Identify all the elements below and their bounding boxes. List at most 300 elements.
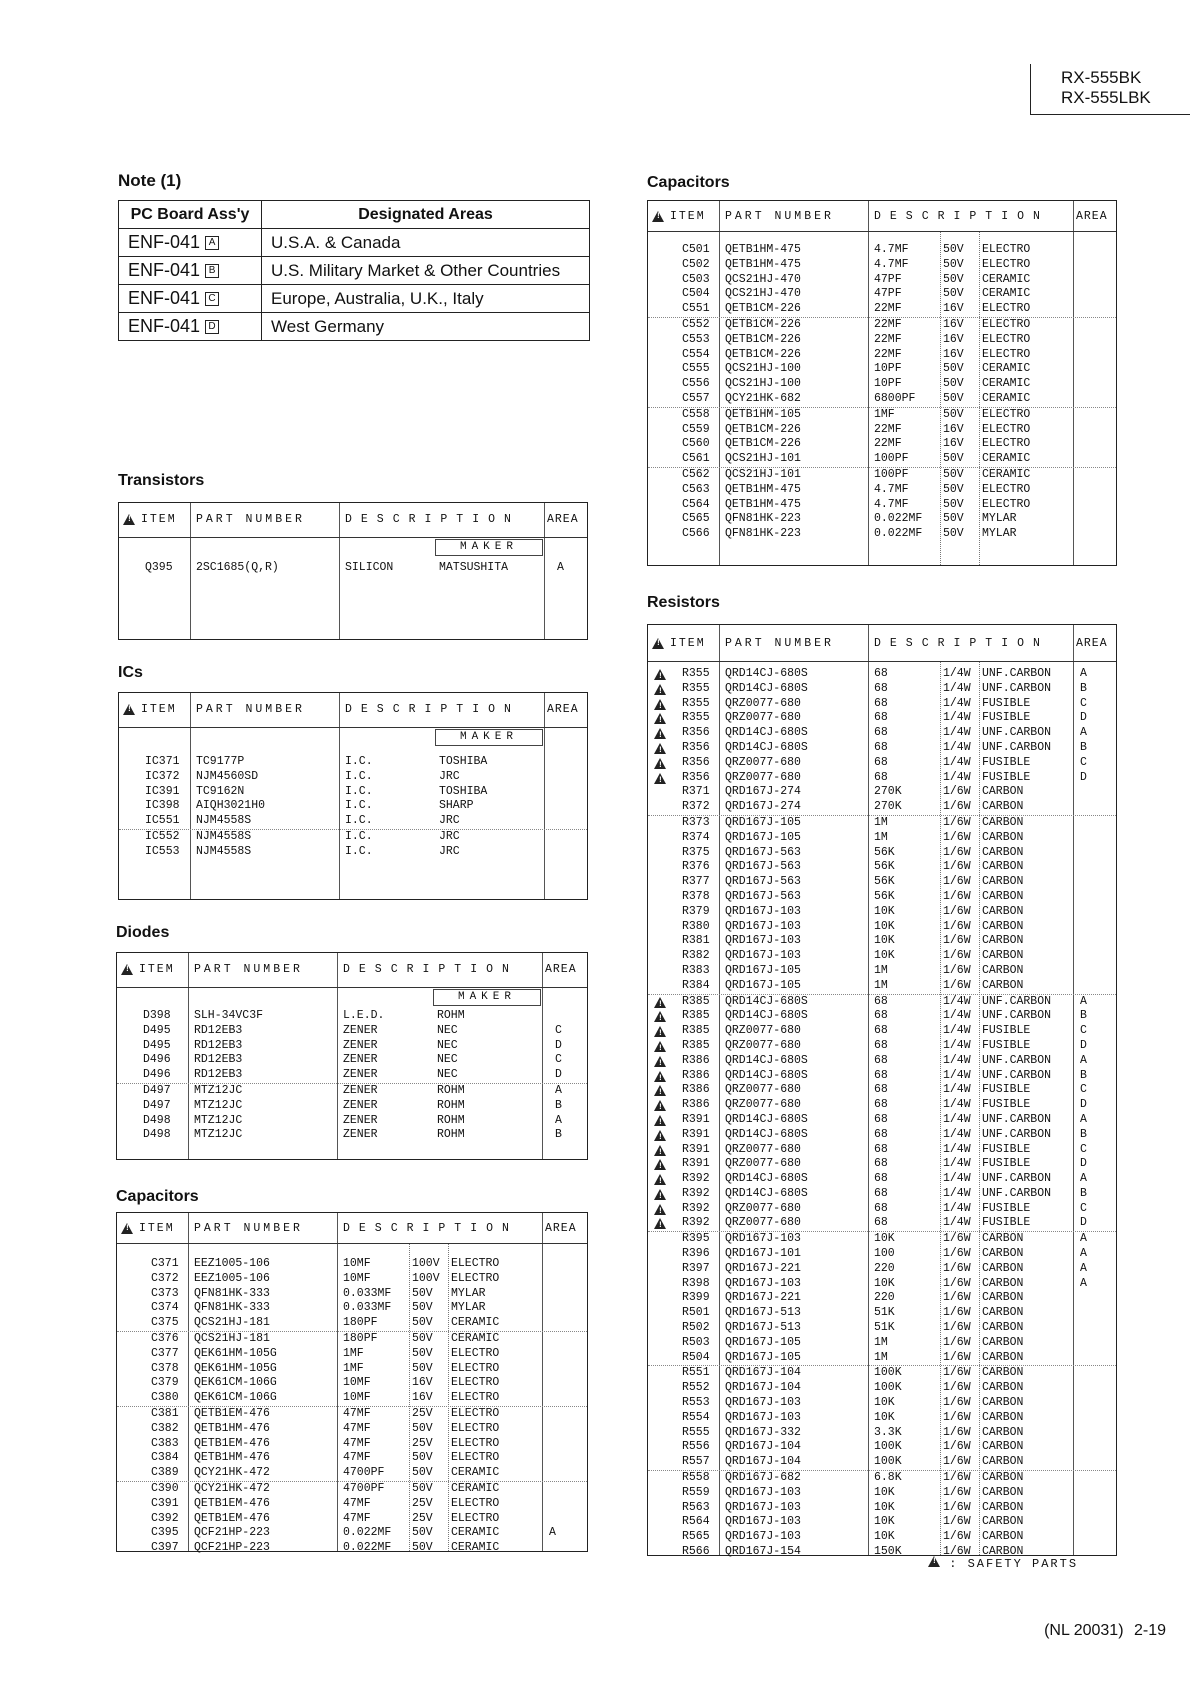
item-cell: R379: [682, 904, 710, 918]
type-cell: FUSIBLE: [982, 1201, 1031, 1215]
part-number-cell: NJM4558S: [196, 814, 252, 828]
col-maker: MAKER: [433, 989, 541, 1006]
value-cell: 4.7MF: [874, 243, 909, 256]
value-cell: 10MF: [343, 1376, 371, 1390]
safety-triangle-icon: [654, 773, 666, 784]
value-cell: 22MF: [874, 317, 902, 331]
maker-cell: ROHM: [437, 1128, 465, 1142]
value-cell: 10K: [874, 1530, 895, 1544]
col-item: ITEM: [141, 512, 177, 526]
part-number-cell: QFN81HK-223: [725, 512, 801, 526]
part-number-cell: QETB1HM-475: [725, 482, 801, 496]
rating-cell: 50V: [412, 1361, 433, 1375]
type-cell: CARBON: [982, 1291, 1024, 1305]
item-cell: R557: [682, 1455, 710, 1469]
item-cell: C551: [682, 302, 710, 316]
rating-cell: 1/6W: [943, 1366, 971, 1380]
value-cell: 68: [874, 994, 888, 1008]
note-area: U.S.A. & Canada: [262, 229, 590, 257]
rating-cell: 1/6W: [943, 889, 971, 903]
rating-cell: 1/4W: [943, 696, 971, 710]
safety-triangle-icon: [654, 758, 666, 769]
rating-cell: 1/6W: [943, 830, 971, 844]
rating-cell: 1/6W: [943, 1381, 971, 1395]
type-cell: FUSIBLE: [982, 711, 1031, 725]
header-divider: [648, 231, 1116, 232]
item-cell: D498: [143, 1113, 171, 1127]
table-row: [117, 1541, 587, 1556]
col-part-number: PART NUMBER: [725, 636, 834, 650]
part-number-cell: QRD14CJ-680S: [725, 726, 808, 740]
maker-cell: ROHM: [437, 1009, 465, 1022]
area-code-box: D: [205, 320, 219, 334]
item-cell: R385: [682, 1024, 710, 1038]
part-number-cell: QETB1CM-226: [725, 317, 801, 331]
rating-cell: 1/6W: [943, 1440, 971, 1454]
type-cell: ELECTRO: [451, 1271, 500, 1285]
value-cell: 1MF: [874, 407, 895, 421]
part-number-cell: MTZ12JC: [194, 1113, 243, 1127]
item-cell: R378: [682, 889, 710, 903]
part-number-cell: MTZ12JC: [194, 1083, 243, 1097]
type-cell: UNF.CARBON: [982, 667, 1052, 680]
value-cell: 6.8K: [874, 1471, 902, 1485]
item-cell: IC551: [145, 814, 180, 828]
value-cell: 68: [874, 740, 888, 754]
part-number-cell: QRD167J-103: [725, 919, 801, 933]
item-cell: C553: [682, 332, 710, 346]
table-row: [117, 1128, 587, 1143]
part-number-cell: NJM4558S: [196, 844, 252, 858]
type-cell: CARBON: [982, 1440, 1024, 1454]
rating-cell: 1/6W: [943, 919, 971, 933]
item-cell: D398: [143, 1009, 171, 1022]
value-cell: 47MF: [343, 1511, 371, 1525]
part-number-cell: MTZ12JC: [194, 1098, 243, 1112]
value-cell: 68: [874, 1098, 888, 1112]
item-cell: R553: [682, 1396, 710, 1410]
table-row: [648, 1202, 1116, 1217]
table-row: [648, 875, 1116, 890]
value-cell: 68: [874, 770, 888, 784]
table-row: [648, 333, 1116, 348]
part-number-cell: QETB1HM-475: [725, 497, 801, 511]
value-cell: 270K: [874, 800, 902, 814]
part-number-cell: 2SC1685(Q,R): [196, 561, 279, 574]
rating-cell: 1/4W: [943, 1098, 971, 1112]
item-cell: R398: [682, 1276, 710, 1290]
table-row: [648, 682, 1116, 697]
type-cell: CARBON: [982, 963, 1024, 977]
rating-cell: 50V: [412, 1481, 433, 1495]
part-number-cell: QRD167J-513: [725, 1306, 801, 1320]
value-cell: 220: [874, 1261, 895, 1275]
col-safety: [123, 693, 135, 725]
item-cell: C564: [682, 497, 710, 511]
table-row: [117, 1347, 587, 1362]
part-number-cell: QRD167J-563: [725, 889, 801, 903]
col-safety: [121, 953, 133, 985]
item-cell: R566: [682, 1545, 710, 1559]
part-number-cell: QRD14CJ-680S: [725, 1127, 808, 1141]
description-cell: ZENER: [343, 1083, 378, 1097]
description-cell: ZENER: [343, 1038, 378, 1052]
item-cell: R384: [682, 978, 710, 992]
table-row: [648, 1187, 1116, 1202]
item-cell: C380: [151, 1391, 179, 1405]
type-cell: UNF.CARBON: [982, 1172, 1052, 1186]
rating-cell: 1/4W: [943, 770, 971, 784]
value-cell: 22MF: [874, 302, 902, 316]
part-number-cell: QRD14CJ-680S: [725, 1186, 808, 1200]
type-cell: MYLAR: [982, 512, 1017, 526]
part-number-cell: QRD167J-103: [725, 1500, 801, 1514]
item-cell: R391: [682, 1157, 710, 1171]
description-cell: I.C.: [345, 799, 373, 813]
rating-cell: 50V: [412, 1526, 433, 1540]
rating-cell: 1/4W: [943, 1053, 971, 1067]
rating-cell: 1/6W: [943, 815, 971, 829]
col-safety: [123, 503, 135, 535]
value-cell: 10K: [874, 1276, 895, 1290]
item-cell: R385: [682, 1038, 710, 1052]
table-row: [119, 845, 587, 860]
table-row: [648, 302, 1116, 318]
rating-cell: 1/6W: [943, 1530, 971, 1544]
value-cell: 68: [874, 1157, 888, 1171]
item-cell: R356: [682, 740, 710, 754]
item-cell: R502: [682, 1321, 710, 1335]
area-cell: B: [1080, 1009, 1087, 1023]
rating-cell: 50V: [943, 272, 964, 286]
note-row: [119, 313, 590, 341]
item-cell: R554: [682, 1410, 710, 1424]
item-cell: R399: [682, 1291, 710, 1305]
col-item: ITEM: [670, 209, 706, 223]
description-cell: ZENER: [343, 1023, 378, 1037]
resistors-table: [647, 624, 1117, 1559]
col-safety: [121, 1213, 133, 1243]
rating-cell: 50V: [943, 512, 964, 526]
part-number-cell: AIQH3021H0: [196, 799, 266, 813]
col-description: DESCRIPTION: [345, 702, 520, 716]
table-row: [648, 1054, 1116, 1069]
table-row: [648, 1515, 1116, 1530]
value-cell: 10K: [874, 919, 895, 933]
safety-triangle-icon: [928, 1556, 940, 1567]
type-cell: ELECTRO: [451, 1496, 500, 1510]
item-cell: C392: [151, 1511, 179, 1525]
safety-triangle-icon: [654, 1011, 666, 1022]
part-number-cell: EEZ1005-106: [194, 1271, 270, 1285]
type-cell: ELECTRO: [982, 243, 1031, 256]
area-cell: D: [555, 1038, 562, 1052]
table-row: [648, 273, 1116, 288]
item-cell: R356: [682, 770, 710, 784]
part-number-cell: QRD167J-104: [725, 1381, 801, 1395]
type-cell: CERAMIC: [451, 1316, 500, 1330]
type-cell: ELECTRO: [982, 317, 1031, 331]
value-cell: 10MF: [343, 1391, 371, 1405]
table-row: [117, 1362, 587, 1377]
value-cell: 0.022MF: [343, 1526, 392, 1540]
type-cell: FUSIBLE: [982, 1038, 1031, 1052]
item-cell: R391: [682, 1127, 710, 1141]
part-number-cell: QETB1HM-475: [725, 257, 801, 271]
maker-cell: JRC: [439, 814, 460, 828]
safety-triangle-icon: [654, 1085, 666, 1096]
rating-cell: 50V: [412, 1316, 433, 1330]
item-cell: R391: [682, 1142, 710, 1156]
part-number-cell: QETB1EM-476: [194, 1496, 270, 1510]
part-number-cell: RD12EB3: [194, 1068, 243, 1082]
rating-cell: 25V: [412, 1496, 433, 1510]
table-row: [648, 667, 1116, 682]
rating-cell: 1/4W: [943, 1024, 971, 1038]
type-cell: CARBON: [982, 1335, 1024, 1349]
table-row: [117, 1316, 587, 1332]
table-row: [648, 741, 1116, 756]
safety-triangle-icon: [654, 1115, 666, 1126]
board-number: ENF-041: [128, 288, 201, 308]
table-row: [648, 1306, 1116, 1321]
safety-triangle-icon: [654, 1204, 666, 1215]
table-row: [648, 318, 1116, 333]
note-table: [118, 200, 590, 341]
note-col-board: PC Board Ass'y: [119, 201, 262, 229]
type-cell: UNF.CARBON: [982, 1127, 1052, 1141]
type-cell: MYLAR: [982, 527, 1017, 541]
safety-triangle-icon: [654, 1159, 666, 1170]
part-number-cell: QETB1CM-226: [725, 332, 801, 346]
table-row: [648, 785, 1116, 800]
safety-footnote: [928, 1556, 1078, 1571]
type-cell: ELECTRO: [982, 257, 1031, 271]
type-cell: CARBON: [982, 1350, 1024, 1364]
capacitors-right-table: [647, 200, 1117, 566]
area-code-box: A: [205, 236, 219, 250]
area-cell: B: [1080, 740, 1087, 754]
part-number-cell: QRD167J-103: [725, 904, 801, 918]
area-cell: C: [1080, 755, 1087, 769]
area-cell: A: [1080, 1247, 1087, 1261]
value-cell: 0.022MF: [343, 1541, 392, 1555]
item-cell: R386: [682, 1098, 710, 1112]
area-code-box: C: [205, 292, 219, 306]
table-row: [117, 1084, 587, 1099]
ics-table: [118, 692, 588, 900]
safety-triangle-icon: [654, 1130, 666, 1141]
col-part-number: PART NUMBER: [194, 1221, 303, 1235]
area-cell: B: [555, 1128, 562, 1142]
rating-cell: 1/4W: [943, 740, 971, 754]
rating-cell: 50V: [412, 1301, 433, 1315]
item-cell: D497: [143, 1098, 171, 1112]
part-number-cell: QRZ0077-680: [725, 770, 801, 784]
part-number-cell: QEK61CM-106G: [194, 1376, 277, 1390]
col-area: AREA: [1076, 209, 1108, 223]
area-cell: A: [1080, 726, 1087, 740]
rating-cell: 1/6W: [943, 1425, 971, 1439]
item-cell: C561: [682, 452, 710, 466]
item-cell: R386: [682, 1053, 710, 1067]
item-cell: R382: [682, 949, 710, 963]
area-code-box: B: [205, 264, 219, 278]
table-rows: [119, 561, 587, 576]
safety-triangle-icon: [121, 964, 133, 975]
rating-cell: 50V: [943, 497, 964, 511]
safety-triangle-icon: [123, 514, 135, 525]
type-cell: UNF.CARBON: [982, 681, 1052, 695]
safety-triangle-icon: [654, 1174, 666, 1185]
type-cell: CARBON: [982, 1396, 1024, 1410]
table-row: [648, 920, 1116, 935]
value-cell: 47MF: [343, 1451, 371, 1465]
item-cell: R385: [682, 994, 710, 1008]
rating-cell: 16V: [943, 317, 964, 331]
value-cell: 10K: [874, 1410, 895, 1424]
part-number-cell: NJM4560SD: [196, 769, 259, 783]
type-cell: CARBON: [982, 1276, 1024, 1290]
part-number-cell: QRZ0077-680: [725, 1201, 801, 1215]
area-cell: A: [1080, 1261, 1087, 1275]
transistors-table: [118, 502, 588, 640]
col-description: DESCRIPTION: [874, 209, 1049, 223]
col-description: DESCRIPTION: [874, 636, 1049, 650]
item-cell: R501: [682, 1306, 710, 1320]
value-cell: 68: [874, 1038, 888, 1052]
type-cell: CARBON: [982, 815, 1024, 829]
table-row: [648, 1486, 1116, 1501]
maker-cell: NEC: [437, 1023, 458, 1037]
resistors-title: Resistors: [647, 594, 720, 611]
part-number-cell: MTZ12JC: [194, 1128, 243, 1142]
maker-cell: ROHM: [437, 1098, 465, 1112]
rating-cell: 1/6W: [943, 1232, 971, 1246]
rating-cell: 1/6W: [943, 1306, 971, 1320]
rating-cell: 1/6W: [943, 1545, 971, 1559]
item-cell: C563: [682, 482, 710, 496]
table-row: [648, 348, 1116, 363]
part-number-cell: QRZ0077-680: [725, 1038, 801, 1052]
part-number-cell: QCS21HJ-470: [725, 287, 801, 301]
value-cell: 68: [874, 1053, 888, 1067]
value-cell: 56K: [874, 845, 895, 859]
capacitors-left-table: [116, 1212, 588, 1555]
part-number-cell: QRD167J-103: [725, 1396, 801, 1410]
safety-triangle-icon: [652, 211, 664, 222]
value-cell: 10K: [874, 1396, 895, 1410]
table-row: [648, 1128, 1116, 1143]
value-cell: 68: [874, 1083, 888, 1097]
rating-cell: 50V: [943, 527, 964, 541]
area-cell: C: [555, 1053, 562, 1067]
part-number-cell: QRD14CJ-680S: [725, 1172, 808, 1186]
part-number-cell: QETB1HM-476: [194, 1451, 270, 1465]
maker-cell: ROHM: [437, 1083, 465, 1097]
type-cell: CARBON: [982, 904, 1024, 918]
table-row: [119, 799, 587, 814]
value-cell: 1M: [874, 830, 888, 844]
table-row: [648, 1471, 1116, 1486]
col-maker: MAKER: [435, 539, 543, 556]
part-number-cell: QCS21HJ-100: [725, 362, 801, 376]
value-cell: 10MF: [343, 1257, 371, 1270]
type-cell: CERAMIC: [451, 1466, 500, 1480]
part-number-cell: QRD167J-104: [725, 1440, 801, 1454]
value-cell: 68: [874, 667, 888, 680]
type-cell: CERAMIC: [982, 452, 1031, 466]
area-cell: D: [1080, 1157, 1087, 1171]
type-cell: CARBON: [982, 889, 1024, 903]
rating-cell: 1/4W: [943, 1172, 971, 1186]
item-cell: R395: [682, 1232, 710, 1246]
type-cell: UNF.CARBON: [982, 1068, 1052, 1082]
item-cell: R563: [682, 1500, 710, 1514]
value-cell: 68: [874, 726, 888, 740]
table-row: [648, 949, 1116, 964]
model-header: [1030, 64, 1190, 115]
rating-cell: 1/4W: [943, 1112, 971, 1126]
ics-title: ICs: [118, 664, 143, 681]
part-number-cell: QRD167J-103: [725, 1232, 801, 1246]
table-row: [648, 1247, 1116, 1262]
part-number-cell: QCY21HK-682: [725, 391, 801, 405]
maker-cell: MATSUSHITA: [439, 561, 509, 574]
type-cell: FUSIBLE: [982, 1098, 1031, 1112]
rating-cell: 1/6W: [943, 845, 971, 859]
area-cell: D: [1080, 711, 1087, 725]
col-safety: [652, 201, 664, 231]
part-number-cell: QETB1EM-476: [194, 1406, 270, 1420]
safety-triangle-icon: [654, 684, 666, 695]
item-cell: R375: [682, 845, 710, 859]
rating-cell: 1/6W: [943, 1276, 971, 1290]
rating-cell: 1/4W: [943, 1038, 971, 1052]
rating-cell: 1/6W: [943, 800, 971, 814]
note-area: West Germany: [262, 313, 590, 341]
item-cell: D495: [143, 1023, 171, 1037]
value-cell: 68: [874, 711, 888, 725]
item-cell: C371: [151, 1257, 179, 1270]
col-area: AREA: [545, 1221, 577, 1235]
value-cell: 47MF: [343, 1406, 371, 1420]
value-cell: 47MF: [343, 1436, 371, 1450]
item-cell: C382: [151, 1421, 179, 1435]
item-cell: R392: [682, 1216, 710, 1230]
value-cell: 68: [874, 1142, 888, 1156]
table-row: [117, 1009, 587, 1024]
table-row: [117, 1024, 587, 1039]
safety-triangle-icon: [654, 1071, 666, 1082]
safety-triangle-icon: [654, 1218, 666, 1229]
col-part-number: PART NUMBER: [196, 512, 305, 526]
value-cell: 6800PF: [874, 391, 916, 405]
diodes-table: [116, 952, 588, 1160]
value-cell: 100K: [874, 1440, 902, 1454]
value-cell: 47PF: [874, 272, 902, 286]
table-row: [648, 711, 1116, 726]
rating-cell: 50V: [943, 391, 964, 405]
value-cell: 0.022MF: [874, 512, 923, 526]
description-cell: ZENER: [343, 1113, 378, 1127]
value-cell: 22MF: [874, 437, 902, 451]
type-cell: CARBON: [982, 1545, 1024, 1559]
header-divider: [117, 987, 587, 988]
table-row: [648, 697, 1116, 712]
type-cell: CERAMIC: [982, 377, 1031, 391]
value-cell: 10K: [874, 1500, 895, 1514]
